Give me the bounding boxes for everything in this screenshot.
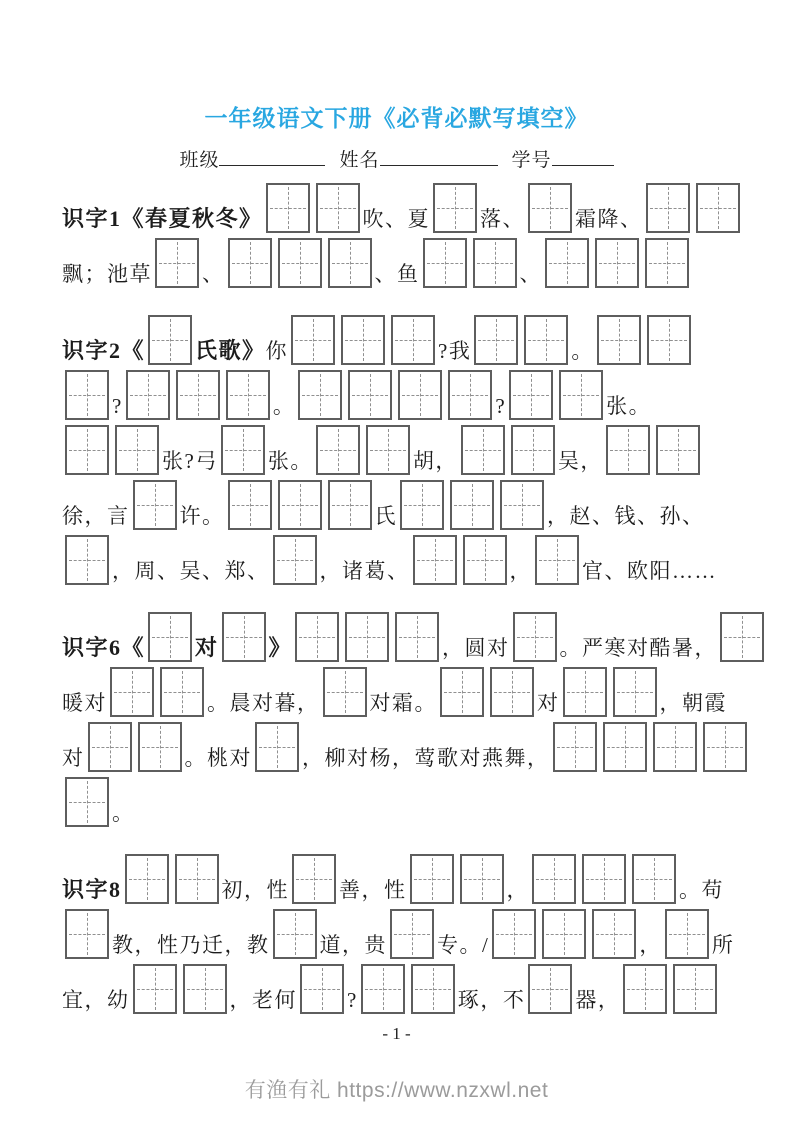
tianzige-box bbox=[148, 612, 192, 662]
worksheet-text: 识字6《 bbox=[62, 635, 146, 660]
tianzige-box bbox=[597, 315, 641, 365]
section-shizi-2-shi-ge bbox=[62, 310, 745, 585]
tianzige-box bbox=[175, 854, 219, 904]
tianzige-box bbox=[323, 667, 367, 717]
tianzige-box bbox=[703, 722, 747, 772]
worksheet-text: 吴， bbox=[557, 449, 603, 473]
tianzige-box bbox=[298, 370, 342, 420]
info-field-class bbox=[179, 145, 325, 172]
worksheet-text: 道，贵 bbox=[319, 933, 387, 957]
worksheet-text: 。晨对暮， bbox=[207, 691, 320, 715]
tianzige-box bbox=[345, 612, 389, 662]
worksheet-text: 落、 bbox=[480, 207, 526, 231]
worksheet-line bbox=[62, 530, 745, 585]
worksheet-text: 许。 bbox=[179, 504, 225, 528]
worksheet-text: 、鱼 bbox=[374, 262, 420, 286]
tianzige-box bbox=[295, 612, 339, 662]
fill-blank-line bbox=[552, 146, 614, 166]
info-field-label: 学号 bbox=[511, 150, 552, 171]
worksheet-text: ，朝霞 bbox=[659, 691, 727, 715]
tianzige-box bbox=[390, 909, 434, 959]
worksheet-text: 张。 bbox=[606, 394, 652, 418]
tianzige-box bbox=[646, 183, 690, 233]
tianzige-box bbox=[278, 238, 322, 288]
section-shizi-6-dui bbox=[62, 607, 745, 827]
worksheet-text: ， bbox=[509, 559, 532, 583]
worksheet-text: 氏歌》 bbox=[195, 338, 266, 363]
worksheet-text: ? bbox=[347, 988, 358, 1012]
tianzige-box bbox=[65, 535, 109, 585]
tianzige-box bbox=[176, 370, 220, 420]
tianzige-box bbox=[300, 964, 344, 1014]
tianzige-box bbox=[361, 964, 405, 1014]
tianzige-box bbox=[524, 315, 568, 365]
tianzige-box bbox=[328, 238, 372, 288]
worksheet-text: 专。/ bbox=[437, 933, 490, 957]
worksheet-text: 暖对 bbox=[62, 691, 107, 715]
worksheet-text: 。桃对 bbox=[184, 746, 252, 770]
tianzige-box bbox=[542, 909, 586, 959]
tianzige-box bbox=[65, 777, 109, 827]
tianzige-box bbox=[535, 535, 579, 585]
tianzige-box bbox=[647, 315, 691, 365]
worksheet-text: 霜降、 bbox=[575, 207, 643, 231]
tianzige-box bbox=[606, 425, 650, 475]
section-shizi-8 bbox=[62, 849, 745, 1014]
worksheet-text: 所 bbox=[711, 933, 735, 957]
tianzige-box bbox=[450, 480, 494, 530]
worksheet-line bbox=[62, 178, 745, 233]
tianzige-box bbox=[160, 667, 204, 717]
worksheet-line bbox=[62, 904, 745, 959]
worksheet-text: 胡， bbox=[412, 449, 458, 473]
tianzige-box bbox=[341, 315, 385, 365]
tianzige-box bbox=[473, 238, 517, 288]
info-field-label: 姓名 bbox=[339, 150, 380, 171]
tianzige-box bbox=[653, 722, 697, 772]
tianzige-box bbox=[490, 667, 534, 717]
info-field-number bbox=[512, 145, 614, 172]
worksheet-text: 善，性 bbox=[339, 878, 407, 902]
worksheet-text: ，老何 bbox=[229, 988, 297, 1012]
tianzige-box bbox=[511, 425, 555, 475]
footer-credit[interactable]: 有渔有礼 https://www.nzxwl.net bbox=[244, 1079, 549, 1102]
worksheet-text: ，圆对 bbox=[442, 636, 510, 660]
worksheet-line bbox=[62, 662, 745, 717]
tianzige-box bbox=[398, 370, 442, 420]
tianzige-box bbox=[266, 183, 310, 233]
worksheet-text: 对 bbox=[537, 691, 560, 715]
tianzige-box bbox=[316, 425, 360, 475]
worksheet-text: ，赵、钱、孙、 bbox=[547, 504, 705, 528]
worksheet-text: 器， bbox=[575, 988, 621, 1012]
worksheet-text: 识字1《春夏秋冬》 bbox=[62, 206, 263, 231]
tianzige-box bbox=[65, 370, 109, 420]
tianzige-box bbox=[632, 854, 676, 904]
tianzige-box bbox=[720, 612, 764, 662]
tianzige-box bbox=[126, 370, 170, 420]
tianzige-box bbox=[563, 667, 607, 717]
worksheet-text: 徐，言 bbox=[62, 504, 130, 528]
worksheet-text: 初，性 bbox=[221, 878, 290, 902]
worksheet-line bbox=[62, 849, 745, 904]
tianzige-box bbox=[461, 425, 505, 475]
tianzige-box bbox=[65, 909, 109, 959]
worksheet-line bbox=[62, 717, 745, 772]
worksheet-line bbox=[62, 420, 745, 475]
tianzige-box bbox=[410, 854, 454, 904]
tianzige-box bbox=[110, 667, 154, 717]
worksheet-text: 对 bbox=[62, 746, 85, 770]
worksheet-text: 。 bbox=[272, 394, 296, 418]
tianzige-box bbox=[65, 425, 109, 475]
tianzige-box bbox=[623, 964, 667, 1014]
tianzige-box bbox=[545, 238, 589, 288]
tianzige-box bbox=[613, 667, 657, 717]
tianzige-box bbox=[603, 722, 647, 772]
worksheet-body bbox=[0, 178, 793, 1014]
student-info-row bbox=[0, 145, 793, 172]
tianzige-box bbox=[125, 854, 169, 904]
tianzige-box bbox=[673, 964, 717, 1014]
tianzige-box bbox=[138, 722, 182, 772]
tianzige-box bbox=[532, 854, 576, 904]
tianzige-box bbox=[665, 909, 709, 959]
tianzige-box bbox=[273, 535, 317, 585]
tianzige-box bbox=[183, 964, 227, 1014]
tianzige-box bbox=[155, 238, 199, 288]
worksheet-text: 。苟 bbox=[679, 878, 725, 902]
worksheet-text: 对 bbox=[195, 635, 219, 660]
worksheet-line bbox=[62, 310, 745, 365]
worksheet-text: 官、欧阳…… bbox=[582, 559, 717, 583]
worksheet-text: 教，性乃迁，教 bbox=[112, 933, 270, 957]
worksheet-text: 识字8 bbox=[62, 877, 122, 902]
worksheet-text: 飘；池草 bbox=[62, 262, 152, 286]
tianzige-box bbox=[423, 238, 467, 288]
worksheet-line bbox=[62, 365, 745, 420]
worksheet-text: 张?弓 bbox=[162, 449, 218, 473]
tianzige-box bbox=[592, 909, 636, 959]
worksheet-line bbox=[62, 959, 745, 1014]
worksheet-text: 氏 bbox=[374, 504, 397, 528]
tianzige-box bbox=[88, 722, 132, 772]
worksheet-text: 。 bbox=[571, 339, 594, 363]
tianzige-box bbox=[500, 480, 544, 530]
tianzige-box bbox=[228, 238, 272, 288]
worksheet-text: 宜，幼 bbox=[62, 988, 130, 1012]
tianzige-box bbox=[400, 480, 444, 530]
tianzige-box bbox=[460, 854, 504, 904]
tianzige-box bbox=[115, 425, 159, 475]
worksheet-text: 吹、夏 bbox=[362, 207, 431, 231]
worksheet-line bbox=[62, 475, 745, 530]
tianzige-box bbox=[273, 909, 317, 959]
worksheet-text: ，柳对杨，莺歌对燕舞， bbox=[302, 746, 550, 770]
worksheet-line bbox=[62, 233, 745, 288]
worksheet-text: ?我 bbox=[438, 339, 472, 363]
worksheet-text: 你 bbox=[265, 339, 289, 363]
tianzige-box bbox=[133, 964, 177, 1014]
tianzige-box bbox=[656, 425, 700, 475]
worksheet-text: 琢，不 bbox=[457, 988, 526, 1012]
fill-blank-line bbox=[219, 146, 325, 166]
worksheet-text: 》 bbox=[268, 635, 293, 660]
tianzige-box bbox=[366, 425, 410, 475]
worksheet-text: ，诸葛、 bbox=[319, 559, 410, 583]
fill-blank-line bbox=[380, 146, 498, 166]
worksheet-text: 识字2《 bbox=[62, 338, 146, 363]
tianzige-box bbox=[645, 238, 689, 288]
tianzige-box bbox=[292, 854, 336, 904]
tianzige-box bbox=[528, 183, 572, 233]
info-field-name bbox=[339, 145, 497, 172]
tianzige-box bbox=[278, 480, 322, 530]
worksheet-text: 、 bbox=[202, 262, 225, 286]
tianzige-box bbox=[463, 535, 507, 585]
worksheet-text: ， bbox=[506, 878, 530, 902]
tianzige-box bbox=[559, 370, 603, 420]
info-field-label: 班级 bbox=[179, 150, 220, 171]
tianzige-box bbox=[255, 722, 299, 772]
page-number: - 1 - bbox=[382, 1024, 411, 1043]
tianzige-box bbox=[582, 854, 626, 904]
tianzige-box bbox=[595, 238, 639, 288]
tianzige-box bbox=[433, 183, 477, 233]
tianzige-box bbox=[474, 315, 518, 365]
tianzige-box bbox=[316, 183, 360, 233]
tianzige-box bbox=[222, 612, 266, 662]
tianzige-box bbox=[395, 612, 439, 662]
tianzige-box bbox=[148, 315, 192, 365]
tianzige-box bbox=[348, 370, 392, 420]
worksheet-text: 张。 bbox=[267, 449, 313, 473]
tianzige-box bbox=[291, 315, 335, 365]
worksheet-text: ， bbox=[639, 933, 662, 957]
worksheet-text: 对霜。 bbox=[369, 691, 437, 715]
tianzige-box bbox=[226, 370, 270, 420]
tianzige-box bbox=[696, 183, 740, 233]
tianzige-box bbox=[440, 667, 484, 717]
tianzige-box bbox=[411, 964, 455, 1014]
tianzige-box bbox=[492, 909, 536, 959]
tianzige-box bbox=[328, 480, 372, 530]
tianzige-box bbox=[448, 370, 492, 420]
page-title: 一年级语文下册《必背必默写填空》 bbox=[204, 105, 589, 131]
section-shizi-1-chun-xia-qiu-dong bbox=[62, 178, 745, 288]
worksheet-text: ，周、吴、郑、 bbox=[112, 559, 270, 583]
worksheet-text: 、 bbox=[519, 262, 542, 286]
worksheet-line bbox=[62, 772, 745, 827]
tianzige-box bbox=[413, 535, 457, 585]
worksheet-text: ? bbox=[495, 394, 507, 418]
worksheet-text: ? bbox=[112, 394, 123, 418]
worksheet-line bbox=[62, 607, 745, 662]
tianzige-box bbox=[133, 480, 177, 530]
tianzige-box bbox=[391, 315, 435, 365]
worksheet-text: 。 bbox=[112, 801, 135, 825]
tianzige-box bbox=[228, 480, 272, 530]
tianzige-box bbox=[221, 425, 265, 475]
worksheet-text: 。严寒对酷暑， bbox=[559, 636, 718, 660]
tianzige-box bbox=[528, 964, 572, 1014]
tianzige-box bbox=[513, 612, 557, 662]
tianzige-box bbox=[553, 722, 597, 772]
tianzige-box bbox=[509, 370, 553, 420]
